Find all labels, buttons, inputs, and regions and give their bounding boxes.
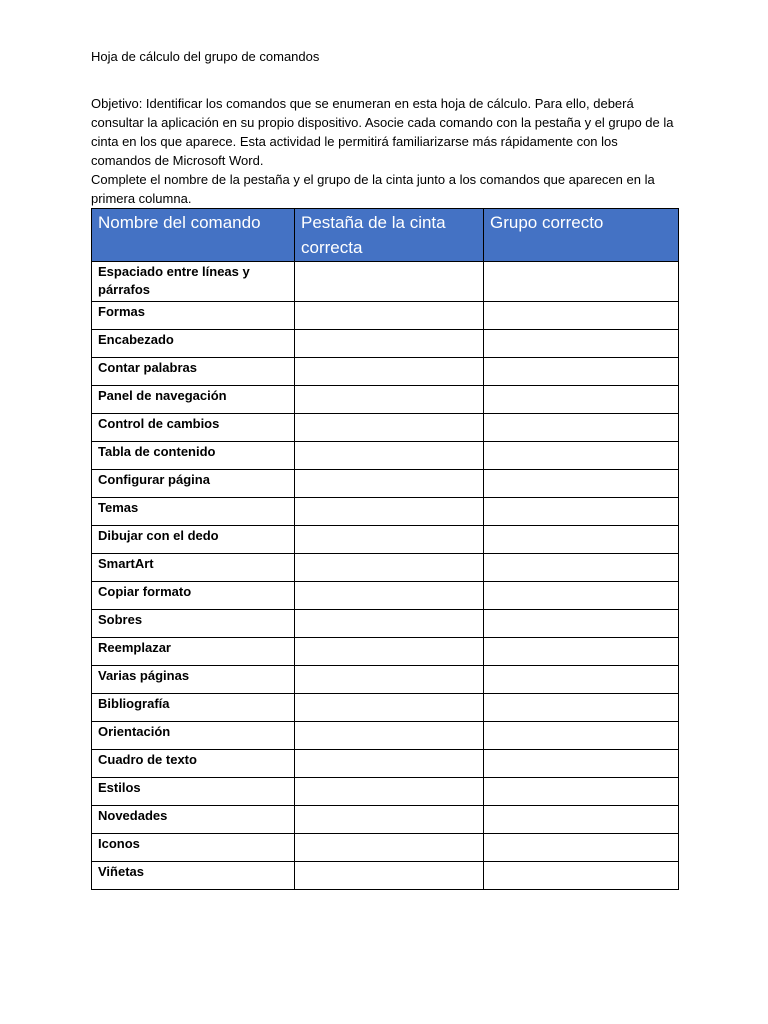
ribbon-tab-cell[interactable]: [295, 470, 484, 498]
table-row: [92, 666, 679, 694]
table-row: [92, 554, 679, 582]
table-row: [92, 262, 679, 302]
ribbon-tab-cell[interactable]: [295, 750, 484, 778]
command-cell: Dibujar con el dedo: [92, 526, 295, 554]
ribbon-tab-cell[interactable]: [295, 806, 484, 834]
ribbon-tab-cell[interactable]: [295, 862, 484, 890]
command-cell: Estilos: [92, 778, 295, 806]
command-cell: Orientación: [92, 722, 295, 750]
document-page: [91, 48, 679, 890]
command-cell: Contar palabras: [92, 358, 295, 386]
ribbon-group-cell[interactable]: [484, 582, 679, 610]
table-row: [92, 330, 679, 358]
table-row: [92, 442, 679, 470]
command-cell: Espaciado entre líneas y párrafos: [92, 262, 295, 302]
ribbon-group-cell[interactable]: [484, 862, 679, 890]
table-row: [92, 582, 679, 610]
command-cell: Control de cambios: [92, 414, 295, 442]
table-row: [92, 778, 679, 806]
table-row: [92, 722, 679, 750]
ribbon-group-cell[interactable]: [484, 358, 679, 386]
ribbon-group-cell[interactable]: [484, 778, 679, 806]
ribbon-group-cell[interactable]: [484, 694, 679, 722]
table-row: [92, 610, 679, 638]
command-cell: Temas: [92, 498, 295, 526]
ribbon-group-cell[interactable]: [484, 330, 679, 358]
command-cell: Iconos: [92, 834, 295, 862]
command-cell: Panel de navegación: [92, 386, 295, 414]
command-cell: Varias páginas: [92, 666, 295, 694]
table-row: [92, 806, 679, 834]
ribbon-group-cell[interactable]: [484, 638, 679, 666]
ribbon-tab-cell[interactable]: [295, 358, 484, 386]
ribbon-group-cell[interactable]: [484, 386, 679, 414]
table-row: [92, 470, 679, 498]
command-cell: Configurar página: [92, 470, 295, 498]
header-ribbon-tab: Pestaña de la cinta correcta: [295, 209, 484, 262]
ribbon-group-cell[interactable]: [484, 722, 679, 750]
ribbon-tab-cell[interactable]: [295, 498, 484, 526]
document-title: Hoja de cálculo del grupo de comandos: [91, 49, 320, 64]
objective-paragraph: Objetivo: Identificar los comandos que se enumeran en esta hoja de cálculo. Para ello, deberá consultar la aplicación en su propio dispositivo. Asocie cada comando con la pestaña y el grupo de la cinta en los que aparece. Esta actividad le permitirá familiarizarse más rápidamente con los comandos de Microsoft Word.: [91, 96, 674, 168]
ribbon-group-cell[interactable]: [484, 750, 679, 778]
ribbon-group-cell[interactable]: [484, 526, 679, 554]
ribbon-group-cell[interactable]: [484, 806, 679, 834]
table-row: [92, 386, 679, 414]
command-cell: Copiar formato: [92, 582, 295, 610]
ribbon-group-cell[interactable]: [484, 302, 679, 330]
ribbon-group-cell[interactable]: [484, 470, 679, 498]
ribbon-tab-cell[interactable]: [295, 722, 484, 750]
ribbon-group-cell[interactable]: [484, 666, 679, 694]
ribbon-group-cell[interactable]: [484, 834, 679, 862]
command-cell: Formas: [92, 302, 295, 330]
ribbon-tab-cell[interactable]: [295, 638, 484, 666]
table-row: [92, 526, 679, 554]
completion-paragraph: Complete el nombre de la pestaña y el grupo de la cinta junto a los comandos que aparecen en la primera columna.: [91, 172, 655, 206]
instructions: [91, 94, 679, 208]
ribbon-tab-cell[interactable]: [295, 778, 484, 806]
table-row: [92, 834, 679, 862]
ribbon-tab-cell[interactable]: [295, 694, 484, 722]
ribbon-group-cell[interactable]: [484, 442, 679, 470]
header-command-name: Nombre del comando: [92, 209, 295, 262]
command-cell: Novedades: [92, 806, 295, 834]
ribbon-tab-cell[interactable]: [295, 666, 484, 694]
table-header-row: [92, 209, 679, 262]
table-row: [92, 862, 679, 890]
table-body: [92, 262, 679, 890]
command-cell: Viñetas: [92, 862, 295, 890]
ribbon-tab-cell[interactable]: [295, 526, 484, 554]
ribbon-tab-cell[interactable]: [295, 262, 484, 302]
ribbon-tab-cell[interactable]: [295, 414, 484, 442]
command-cell: SmartArt: [92, 554, 295, 582]
ribbon-tab-cell[interactable]: [295, 386, 484, 414]
ribbon-tab-cell[interactable]: [295, 442, 484, 470]
command-cell: Encabezado: [92, 330, 295, 358]
ribbon-group-cell[interactable]: [484, 554, 679, 582]
ribbon-tab-cell[interactable]: [295, 582, 484, 610]
command-cell: Cuadro de texto: [92, 750, 295, 778]
table-row: [92, 750, 679, 778]
header-correct-group: Grupo correcto: [484, 209, 679, 262]
ribbon-group-cell[interactable]: [484, 262, 679, 302]
table-row: [92, 638, 679, 666]
ribbon-group-cell[interactable]: [484, 414, 679, 442]
command-cell: Tabla de contenido: [92, 442, 295, 470]
command-table: [91, 208, 679, 890]
command-cell: Reemplazar: [92, 638, 295, 666]
command-cell: Bibliografía: [92, 694, 295, 722]
table-row: [92, 414, 679, 442]
ribbon-group-cell[interactable]: [484, 498, 679, 526]
command-cell: Sobres: [92, 610, 295, 638]
table-row: [92, 358, 679, 386]
ribbon-group-cell[interactable]: [484, 610, 679, 638]
ribbon-tab-cell[interactable]: [295, 302, 484, 330]
table-row: [92, 498, 679, 526]
ribbon-tab-cell[interactable]: [295, 610, 484, 638]
ribbon-tab-cell[interactable]: [295, 554, 484, 582]
table-row: [92, 302, 679, 330]
ribbon-tab-cell[interactable]: [295, 834, 484, 862]
table-row: [92, 694, 679, 722]
ribbon-tab-cell[interactable]: [295, 330, 484, 358]
